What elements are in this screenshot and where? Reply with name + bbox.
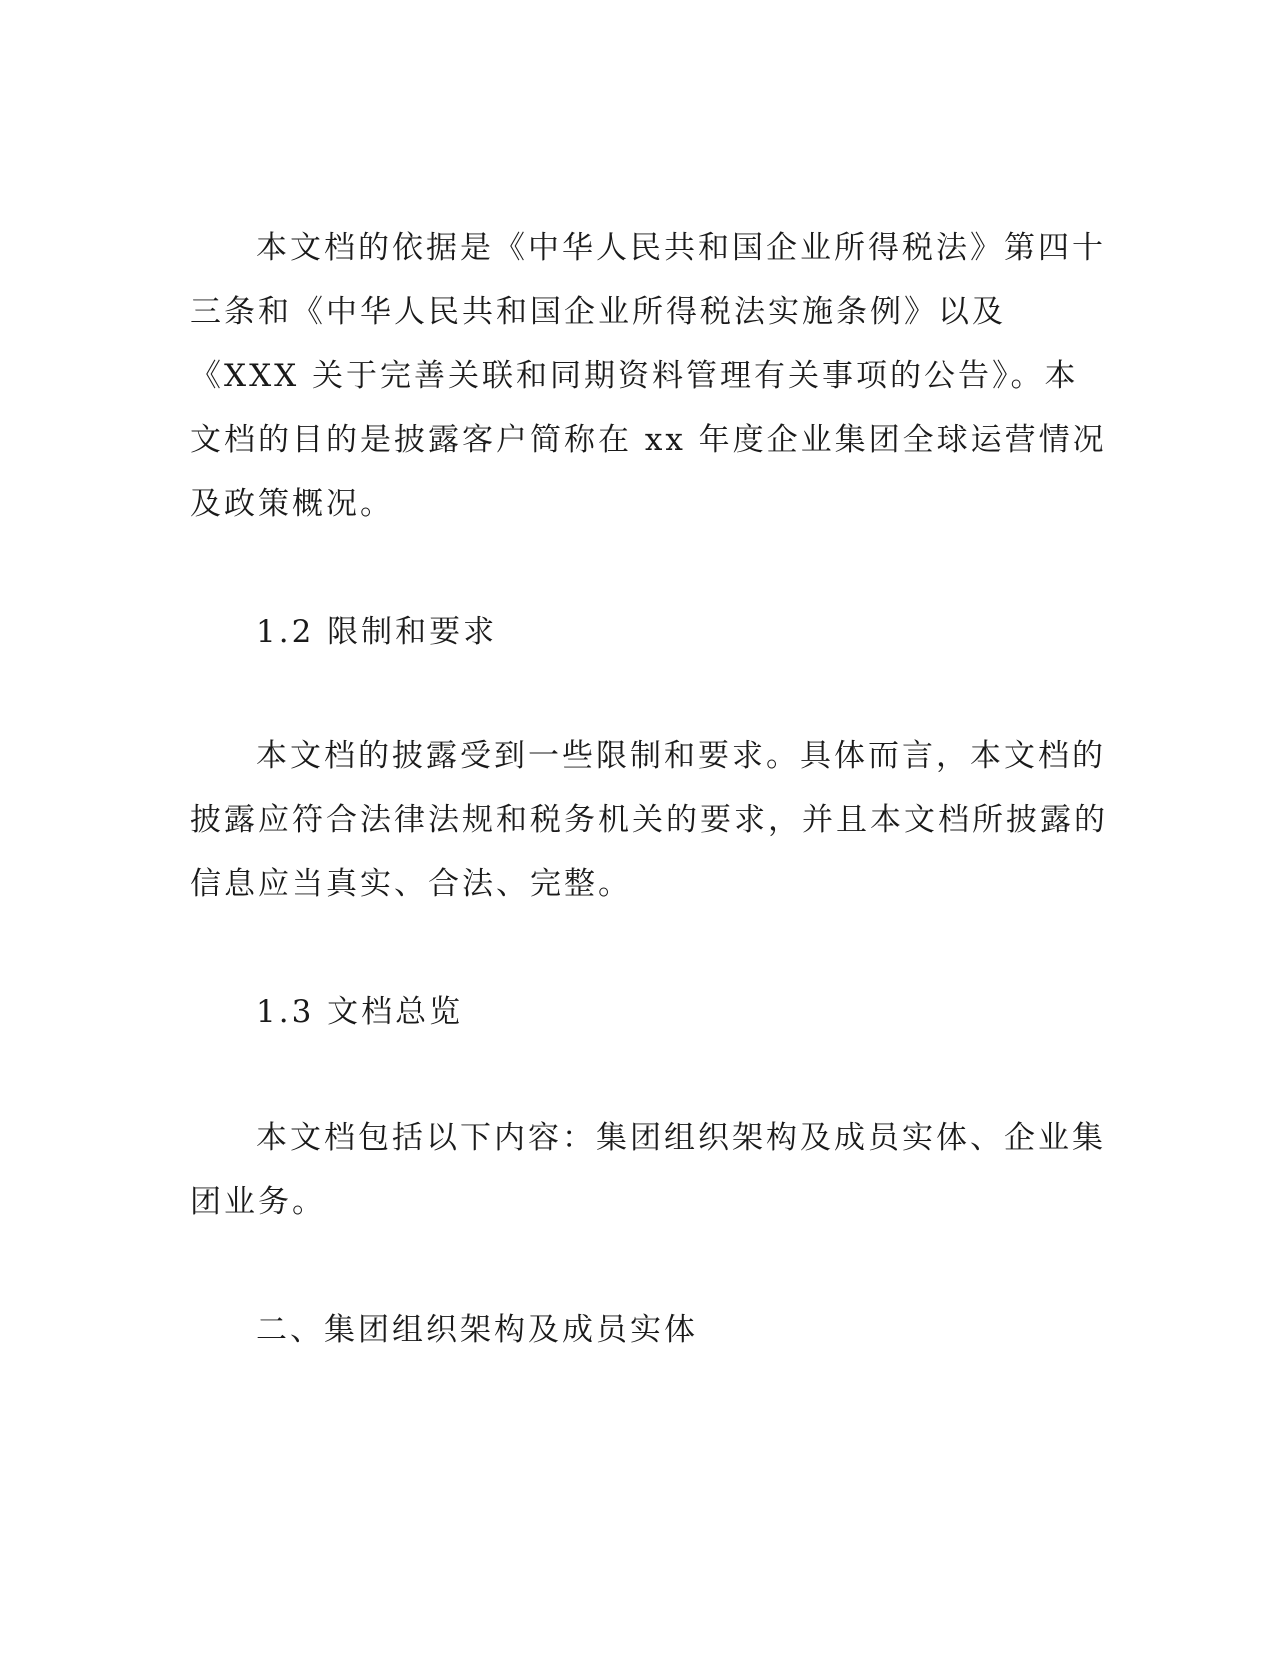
section-heading-2: 二、集团组织架构及成员实体 [256, 1312, 698, 1348]
paragraph-1-line-1: 本文档的依据是《中华人民共和国企业所得税法》第四十 [256, 230, 1106, 266]
section-1-2-line-2: 披露应符合法律法规和税务机关的要求，并且本文档所披露的 [190, 802, 1108, 838]
paragraph-1-line-5: 及政策概况。 [190, 486, 394, 522]
paragraph-1-line-3: 《XXX 关于完善关联和同期资料管理有关事项的公告》。本 [190, 358, 1079, 394]
section-1-2-line-1: 本文档的披露受到一些限制和要求。具体而言，本文档的 [256, 738, 1106, 774]
section-heading-1-3: 1.3 文档总览 [256, 994, 464, 1030]
section-heading-1-2: 1.2 限制和要求 [256, 614, 498, 650]
paragraph-1-line-4: 文档的目的是披露客户简称在 xx 年度企业集团全球运营情况 [190, 422, 1107, 458]
section-1-2-line-3: 信息应当真实、合法、完整。 [190, 866, 632, 902]
section-1-3-line-2: 团业务。 [190, 1184, 326, 1220]
section-1-3-line-1: 本文档包括以下内容：集团组织架构及成员实体、企业集 [256, 1120, 1106, 1156]
paragraph-1-line-2: 三条和《中华人民共和国企业所得税法实施条例》以及 [190, 294, 1006, 330]
